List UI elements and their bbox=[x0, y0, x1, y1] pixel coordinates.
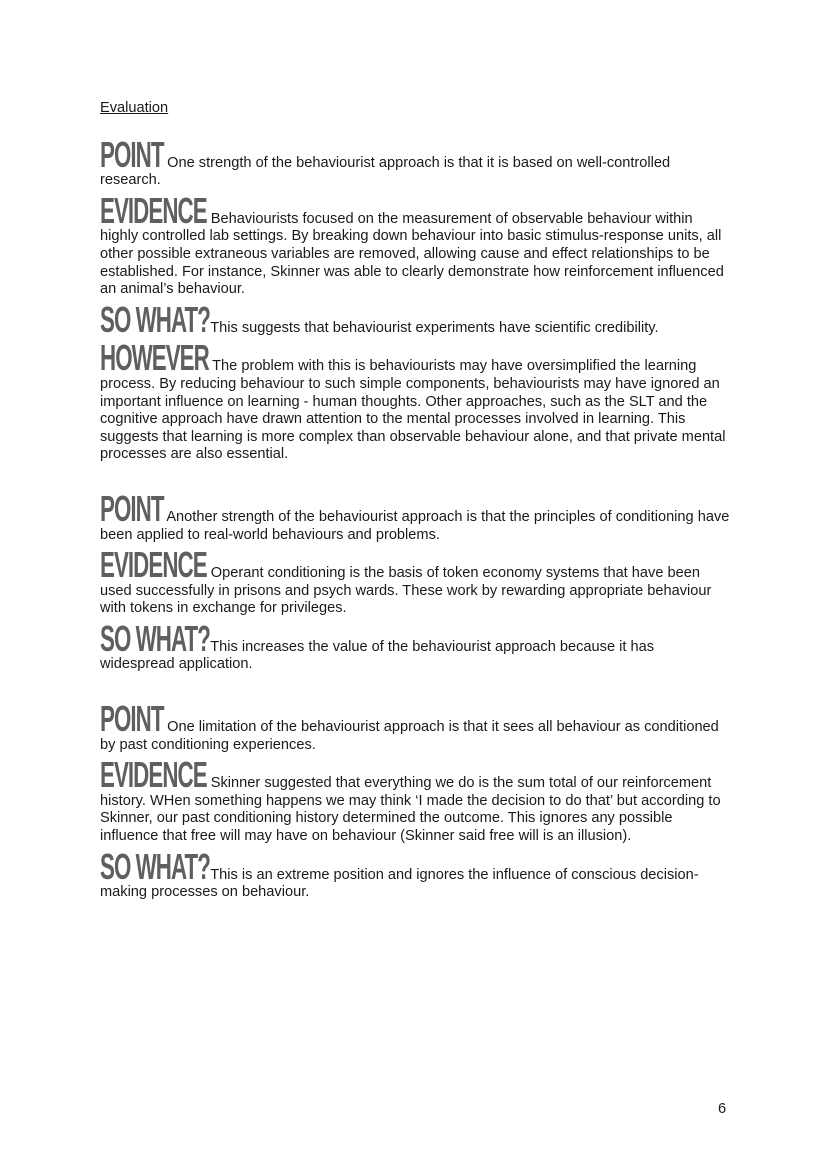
so-what-label: SO WHAT? bbox=[100, 845, 210, 887]
so-what-label: SO WHAT? bbox=[100, 298, 210, 340]
so-what-text: This increases the value of the behaviourist approach because it has widespread application. bbox=[100, 638, 655, 673]
evaluation-group-1 bbox=[100, 133, 730, 464]
however-text: The problem with this is behaviourists may have oversimplified the learning process. By reducing behaviour to such simple components, behaviourists may have ignored an important influence on learning - human thoughts. Other approaches, such as the SLT and the cognitive approach have drawn attention to the mental processes involved in learning. This suggests that learning is more complex than observable behaviour alone, and that private mental processes are also essential. bbox=[100, 358, 726, 463]
section-title: Evaluation bbox=[100, 100, 169, 116]
so-what-text: This is an extreme position and ignores the influence of conscious decision-making processes on behaviour. bbox=[100, 866, 699, 901]
evidence-label: EVIDENCE bbox=[100, 544, 207, 586]
evidence-text: Behaviourists focused on the measurement of observable behaviour within highly controlled lab settings. By breaking down behaviour into basic stimulus-response units, all other possible extraneous variables are removed, allowing cause and effect relationships to be established. For instance, Skinner was able to clearly demonstrate how reinforcement influenced an animal’s behaviour. bbox=[100, 210, 724, 298]
evidence-text: Skinner suggested that everything we do is the sum total of our reinforcement history. WHen something happens we may think ‘I made the decision to do that’ but according to Skinner, our past conditioning history determined the outcome. This ignores any possible influence that free will may have on behaviour (Skinner said free will is an illusion). bbox=[100, 775, 721, 845]
spacer bbox=[100, 680, 730, 704]
point-label: POINT bbox=[100, 133, 164, 175]
so-what-text: This suggests that behaviourist experiments have scientific credibility. bbox=[210, 319, 659, 336]
evidence-label: EVIDENCE bbox=[100, 189, 207, 231]
evaluation-group-3 bbox=[100, 698, 730, 902]
so-what-block bbox=[100, 845, 730, 902]
evidence-block bbox=[100, 189, 730, 299]
so-what-block bbox=[100, 298, 730, 340]
point-label: POINT bbox=[100, 487, 164, 529]
evaluation-group-2 bbox=[100, 487, 730, 674]
point-block bbox=[100, 133, 730, 190]
evidence-label: EVIDENCE bbox=[100, 754, 207, 796]
page-number: 6 bbox=[718, 1101, 727, 1117]
evidence-block bbox=[100, 544, 730, 618]
so-what-block bbox=[100, 617, 730, 674]
point-text: Another strength of the behaviourist approach is that the principles of conditioning have been applied to real-world behaviours and problems. bbox=[100, 508, 730, 543]
so-what-label: SO WHAT? bbox=[100, 617, 210, 659]
point-text: One limitation of the behaviourist approach is that it sees all behaviour as conditioned by past conditioning experiences. bbox=[100, 719, 719, 753]
point-text: One strength of the behaviourist approach is that it is based on well-controlled research. bbox=[100, 154, 671, 189]
point-block bbox=[100, 698, 730, 754]
however-label: HOWEVER bbox=[100, 337, 209, 379]
point-block bbox=[100, 487, 730, 544]
spacer bbox=[100, 470, 730, 494]
evidence-block bbox=[100, 754, 730, 845]
however-block bbox=[100, 337, 730, 464]
document-page bbox=[100, 100, 730, 908]
evidence-text: Operant conditioning is the basis of token economy systems that have been used successfully in prisons and psych wards. These work by rewarding appropriate behaviour with tokens in exchange for privileges. bbox=[100, 565, 712, 617]
point-label: POINT bbox=[100, 698, 164, 740]
